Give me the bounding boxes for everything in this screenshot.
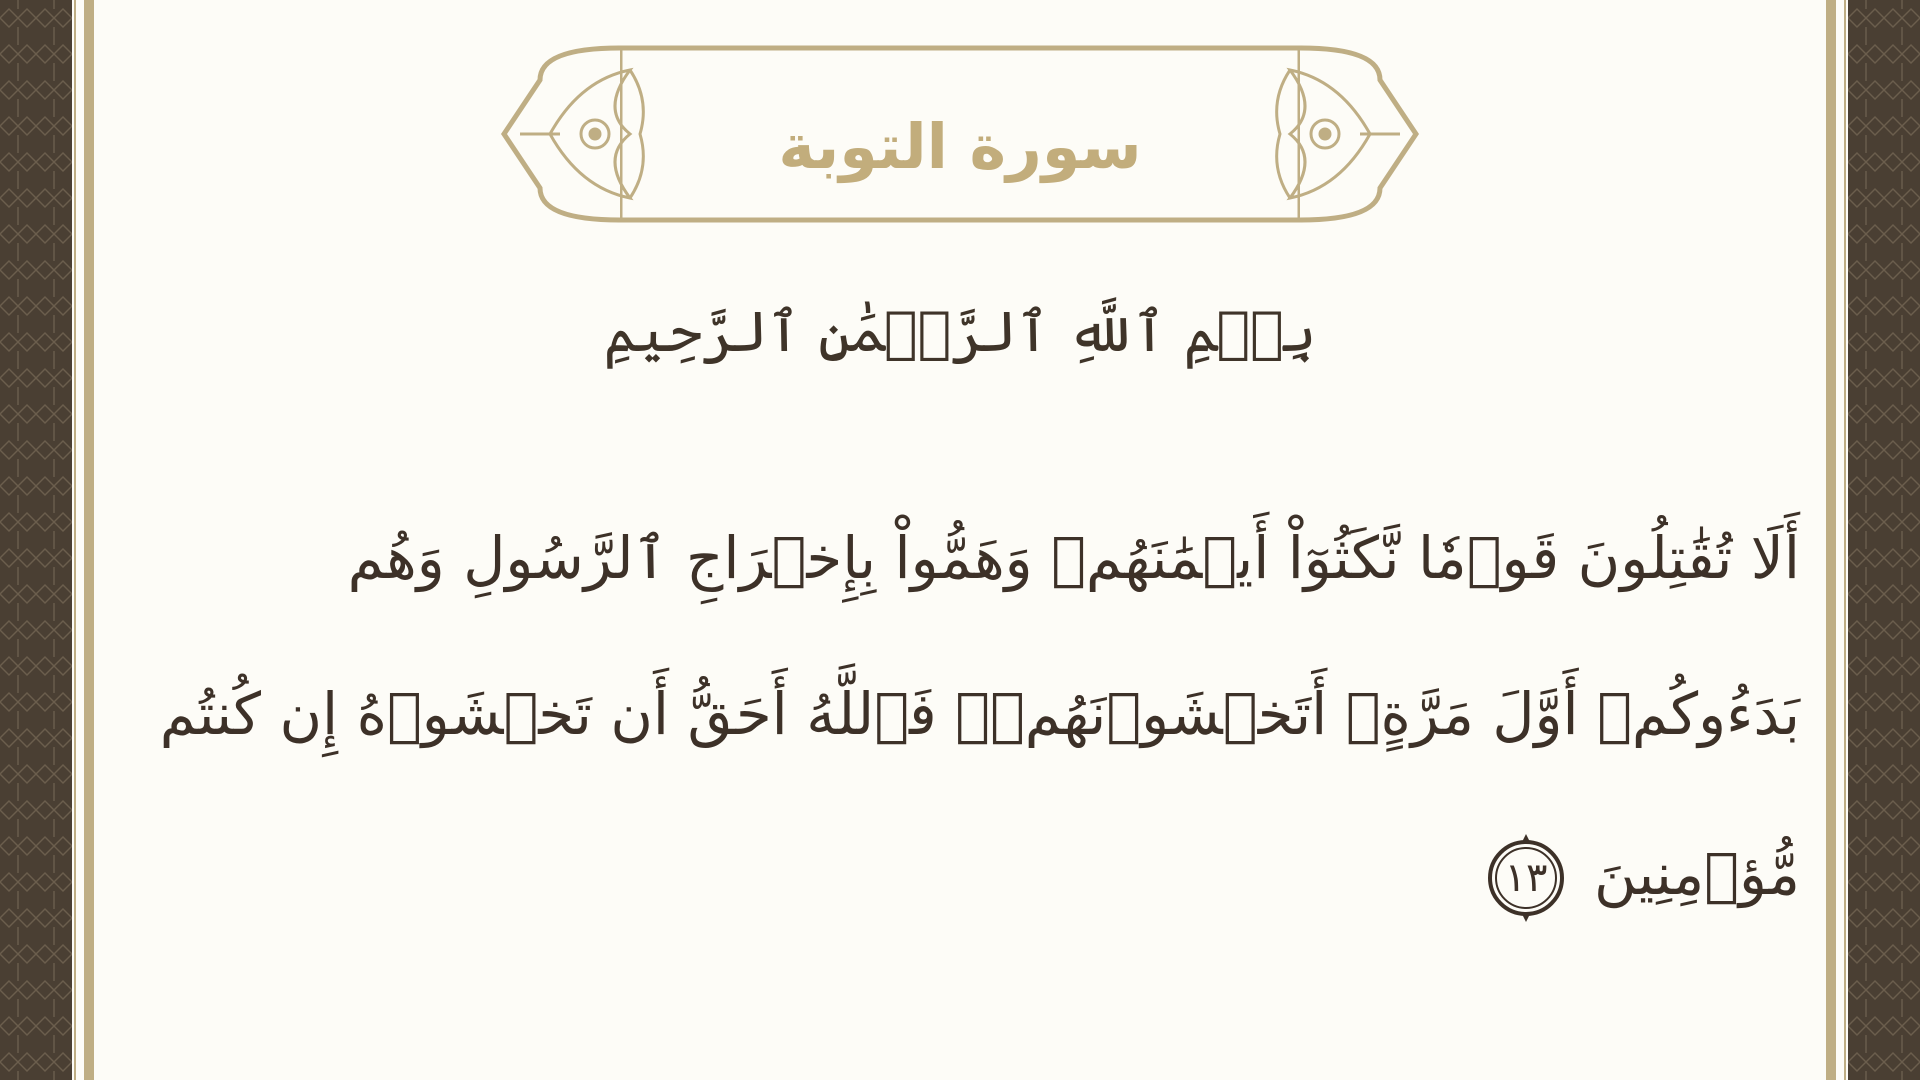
verse-text — [159, 520, 1800, 988]
ayah-marker — [1480, 832, 1572, 924]
basmala: بِسۡمِ ٱللَّهِ ٱلرَّحۡمَٰنِ ٱلرَّحِيمِ — [603, 300, 1317, 365]
verse-line-1: أَلَا تُقَٰتِلُونَ قَوۡمٗا نَّكَثُوٓاْ أَيۡمَٰنَهُمۡ وَهَمُّواْ بِإِخۡرَاجِ ٱلرَّسُولِ وَهُم — [347, 524, 1800, 592]
right-ornamental-border — [1848, 0, 1920, 1080]
left-ornamental-border — [0, 0, 72, 1080]
surah-title-cartouche — [500, 40, 1420, 230]
left-thin-rule — [74, 0, 76, 1080]
verse-line-2: بَدَءُوكُمۡ أَوَّلَ مَرَّةٍۚ أَتَخۡشَوۡنَهُمۡۚ فَٱللَّهُ أَحَقُّ أَن تَخۡشَوۡهُ إِن كُنتُم — [159, 680, 1800, 748]
ayah-number: ١٣ — [1504, 855, 1548, 901]
right-thin-rule — [1844, 0, 1846, 1080]
left-gold-rule — [84, 0, 94, 1080]
verse-line-3 — [360, 832, 1800, 908]
right-gold-rule — [1826, 0, 1836, 1080]
surah-title: سورة التوبة — [778, 110, 1142, 183]
verse-line-3-text: مُّؤۡمِنِينَ — [1593, 840, 1800, 909]
